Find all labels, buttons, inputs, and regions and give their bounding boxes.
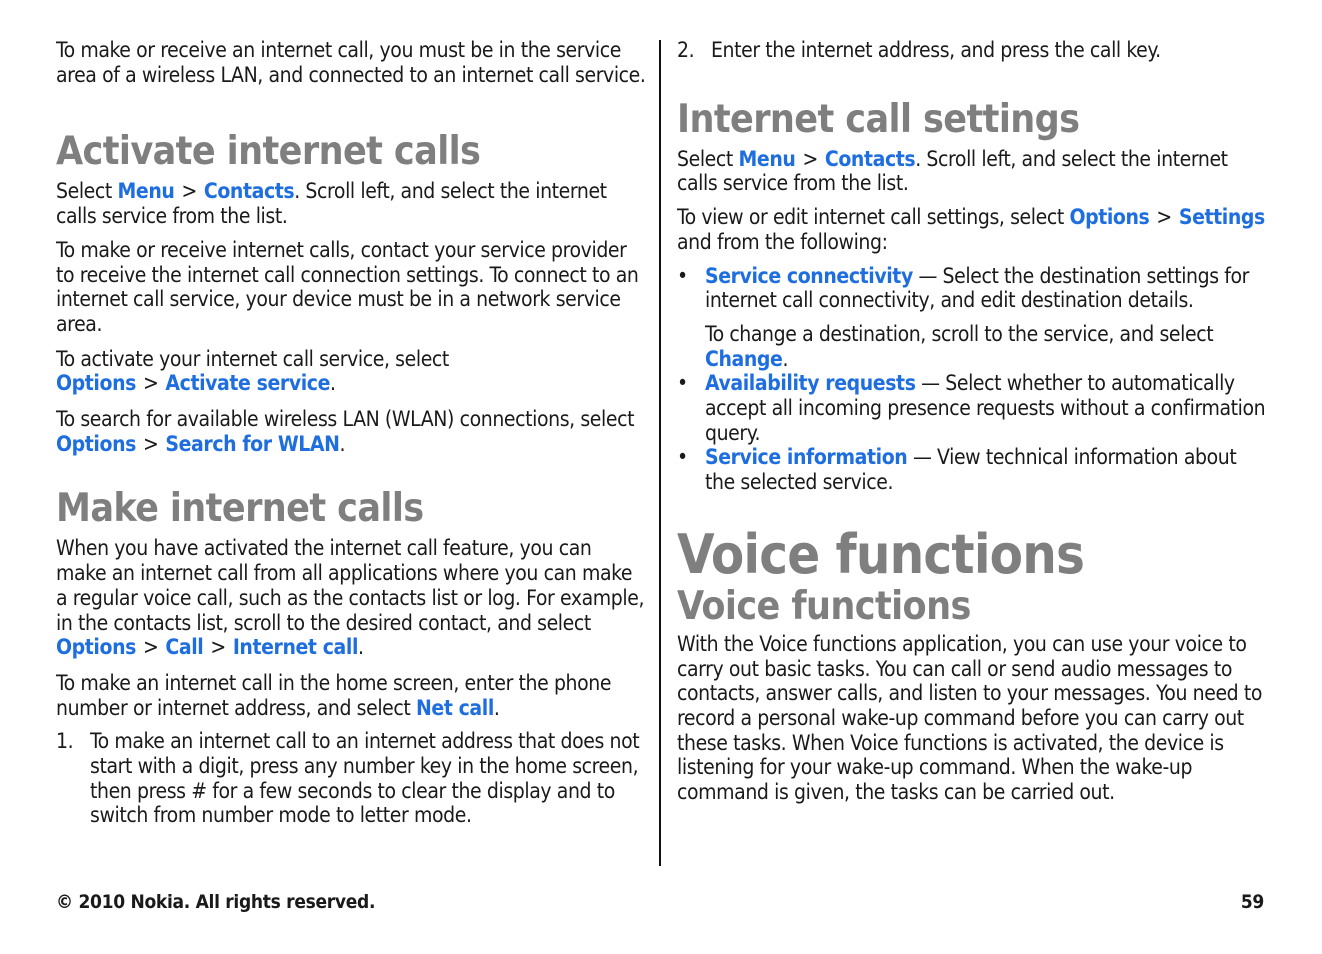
step-text: To make an internet call to an internet address that does not start with a digit, press any number key in the home screen, then press # for a few seconds to clear the display and to switch from number mode to letter mode.	[90, 729, 640, 828]
service-connectivity-link[interactable]: Service connectivity	[705, 263, 913, 288]
voice-functions-paragraph: With the Voice functions application, you can use your voice to carry out basic tasks. You can call or send audio messages to contacts, answer calls, and listen to your messages. You need to record a personal wake-up command before you can carry out these tasks. When Voice functions is activated, the device is listening for your wake-up command. When the wake-up command is given, the tasks can be carried out.	[677, 631, 1263, 805]
bullet-icon: •	[677, 371, 688, 396]
page-number: 59	[1240, 891, 1264, 913]
path-separator: >	[802, 146, 818, 171]
bullet-icon: •	[677, 263, 688, 288]
right-column	[677, 38, 1267, 805]
availability-requests-link[interactable]: Availability requests	[705, 371, 916, 396]
numbered-step-1	[56, 729, 646, 828]
net-call-link[interactable]: Net call	[416, 695, 494, 720]
path-separator: >	[1156, 205, 1172, 230]
options-link[interactable]: Options	[56, 371, 136, 396]
contacts-link[interactable]: Contacts	[203, 179, 295, 204]
call-link[interactable]: Call	[165, 635, 204, 660]
heading-make-internet-calls: Make internet calls	[56, 486, 424, 532]
bullet-service-connectivity: • Service connectivity — Select the destination settings for internet call connectivity, and edit destination details.	[677, 263, 1250, 313]
search-wlan-paragraph: To search for available wireless LAN (WLAN) connections, select Options > Search for WLAN.	[56, 407, 635, 456]
options-link[interactable]: Options	[1069, 205, 1150, 230]
heading-internet-call-settings: Internet call settings	[677, 96, 1080, 142]
step-text: Enter the internet address, and press the call key.	[711, 38, 1161, 62]
path-separator: >	[210, 635, 226, 660]
heading-activate-internet-calls: Activate internet calls	[56, 129, 481, 175]
bullet-icon: •	[677, 445, 688, 470]
view-edit-settings-paragraph: To view or edit internet call settings, select Options > Settings and from the following:	[677, 205, 1265, 254]
make-call-paragraph: When you have activated the internet call feature, you can make an internet call from all applications where you can make a regular voice call, such as the contacts list or log. For example, in the contacts list, scroll to the desired contact, and select Options > Call > Internet call.	[56, 536, 645, 660]
column-divider	[659, 40, 661, 866]
menu-link[interactable]: Menu	[117, 179, 175, 204]
home-screen-paragraph: To make an internet call in the home screen, enter the phone number or internet address, and select Net call.	[56, 670, 612, 720]
intro-paragraph: To make or receive an internet call, you must be in the service area of a wireless LAN, and connected to an internet call service.	[56, 38, 646, 87]
change-link[interactable]: Change	[705, 346, 783, 371]
path-separator: >	[181, 179, 197, 204]
chapter-title-voice-functions: Voice functions	[677, 522, 1085, 586]
step-number: 1.	[56, 729, 74, 754]
search-for-wlan-link[interactable]: Search for WLAN	[165, 431, 340, 456]
menu-link[interactable]: Menu	[738, 146, 796, 171]
change-destination-paragraph: To change a destination, scroll to the service, and select Change.	[705, 321, 1214, 371]
bullet-availability-requests: • Availability requests — Select whether to automatically accept all incoming presence requests without a confirmation query.	[677, 371, 1266, 445]
service-information-link[interactable]: Service information	[705, 445, 908, 470]
internet-call-link[interactable]: Internet call	[232, 635, 359, 660]
step-number: 2.	[677, 38, 695, 62]
activate-select-menu-paragraph: Select Menu > Contacts. Scroll left, and select the internet calls service from the list.	[56, 179, 607, 229]
settings-link[interactable]: Settings	[1178, 205, 1265, 230]
left-column	[56, 38, 646, 828]
heading-voice-functions: Voice functions	[677, 583, 971, 629]
path-separator: >	[142, 371, 159, 396]
copyright-footer: © 2010 Nokia. All rights reserved.	[56, 891, 376, 913]
options-link[interactable]: Options	[56, 635, 136, 660]
activate-service-paragraph: To activate your internet call service, select Options > Activate service.	[56, 346, 449, 396]
contacts-link[interactable]: Contacts	[824, 146, 916, 171]
bullet-service-information: • Service information — View technical information about the selected service.	[677, 445, 1237, 495]
activate-service-link[interactable]: Activate service	[165, 371, 331, 396]
path-separator: >	[142, 431, 159, 456]
numbered-step-2	[677, 38, 1267, 63]
options-link[interactable]: Options	[56, 431, 136, 456]
service-provider-paragraph: To make or receive internet calls, contact your service provider to receive the internet call connection settings. To connect to an internet call service, your device must be in a network service area.	[56, 237, 639, 336]
settings-select-menu-paragraph: Select Menu > Contacts. Scroll left, and select the internet calls service from the list.	[677, 146, 1228, 196]
path-separator: >	[142, 635, 159, 660]
